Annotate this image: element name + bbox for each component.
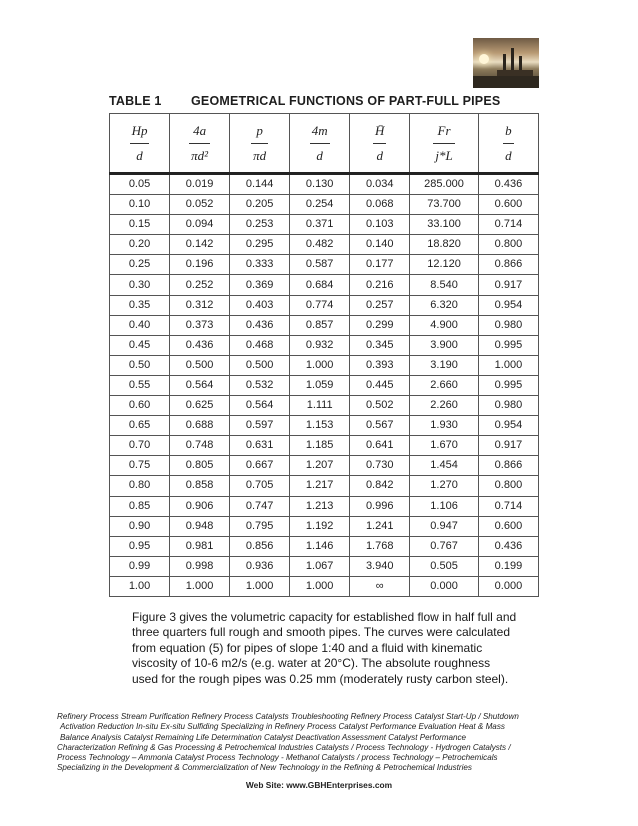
table-cell: 0.774 [290, 295, 350, 315]
table-cell: 0.436 [478, 174, 538, 195]
fraction-denominator: d [136, 147, 143, 163]
table-cell: 0.85 [110, 496, 170, 516]
table-cell: 0.373 [170, 315, 230, 335]
fraction-bar [433, 143, 454, 144]
fraction-label [371, 123, 388, 164]
column-header [290, 114, 350, 174]
table-cell: 3.940 [350, 556, 410, 576]
table-cell: 0.177 [350, 255, 410, 275]
table-cell: 0.564 [170, 375, 230, 395]
footer-line: Characterization Refining & Gas Processing & Petrochemical Industries Catalysts / Process Technology - Hydrogen Catalysts / [57, 742, 511, 752]
table-cell: 0.436 [478, 536, 538, 556]
table-cell: 0.597 [230, 416, 290, 436]
table-cell: 0.714 [478, 496, 538, 516]
column-header [110, 114, 170, 174]
table-cell: 0.714 [478, 215, 538, 235]
table-cell: 0.103 [350, 215, 410, 235]
table-cell: 0.95 [110, 536, 170, 556]
paragraph-line: Figure 3 gives the volumetric capacity for established flow in half full and [132, 610, 517, 624]
table-cell: 0.705 [230, 476, 290, 496]
table-cell: 12.120 [410, 255, 479, 275]
table-cell: 0.196 [170, 255, 230, 275]
table-cell: 1.000 [478, 355, 538, 375]
table-cell: 0.917 [478, 436, 538, 456]
table-header [110, 114, 539, 174]
table-cell: 3.190 [410, 355, 479, 375]
table-cell: 0.800 [478, 235, 538, 255]
table-cell: 0.625 [170, 396, 230, 416]
table-row [110, 355, 539, 375]
table-row [110, 536, 539, 556]
table-cell: 0.000 [478, 576, 538, 596]
fraction-denominator: d [376, 147, 383, 163]
table-cell: 1.00 [110, 576, 170, 596]
table-cell: 0.068 [350, 195, 410, 215]
table-cell: ∞ [350, 576, 410, 596]
table-row [110, 496, 539, 516]
table-cell: 3.900 [410, 335, 479, 355]
table-cell: 1.153 [290, 416, 350, 436]
fraction-numerator: H̄ [375, 122, 385, 138]
table-cell: 8.540 [410, 275, 479, 295]
table-row [110, 195, 539, 215]
table-cell: 0.35 [110, 295, 170, 315]
table-cell: 0.532 [230, 375, 290, 395]
table-cell: 0.65 [110, 416, 170, 436]
table-cell: 0.144 [230, 174, 290, 195]
table-cell: 0.947 [410, 516, 479, 536]
table-cell: 0.295 [230, 235, 290, 255]
fraction-denominator: j*L [435, 147, 453, 163]
fraction-bar [251, 143, 268, 144]
table-cell: 0.436 [230, 315, 290, 335]
table-label: TABLE 1 [109, 94, 162, 108]
table-cell: 0.90 [110, 516, 170, 536]
table-cell: 0.205 [230, 195, 290, 215]
table-cell: 1.000 [230, 576, 290, 596]
table-cell: 0.052 [170, 195, 230, 215]
table-cell: 0.05 [110, 174, 170, 195]
table-cell: 0.730 [350, 456, 410, 476]
table-cell: 0.000 [410, 576, 479, 596]
table-cell: 0.70 [110, 436, 170, 456]
table-cell: 1.000 [290, 355, 350, 375]
fraction-numerator: Hp [131, 122, 148, 138]
table-cell: 1.059 [290, 375, 350, 395]
table-cell: 0.996 [350, 496, 410, 516]
fraction-label [187, 123, 212, 164]
table-cell: 0.142 [170, 235, 230, 255]
table-cell: 0.216 [350, 275, 410, 295]
table-cell: 0.748 [170, 436, 230, 456]
table-cell: 0.954 [478, 295, 538, 315]
table-cell: 0.998 [170, 556, 230, 576]
table-cell: 0.436 [170, 335, 230, 355]
table-cell: 0.980 [478, 396, 538, 416]
table-row [110, 556, 539, 576]
table-cell: 0.567 [350, 416, 410, 436]
table-cell: 1.000 [170, 576, 230, 596]
table-cell: 1.192 [290, 516, 350, 536]
table-cell: 1.106 [410, 496, 479, 516]
fraction-label [431, 123, 456, 164]
table-cell: 0.140 [350, 235, 410, 255]
table-cell: 0.795 [230, 516, 290, 536]
fraction-label [308, 123, 332, 164]
fraction-label [128, 123, 152, 164]
table-cell: 0.130 [290, 174, 350, 195]
table-cell: 0.034 [350, 174, 410, 195]
fraction-label [501, 123, 516, 164]
table-cell: 0.254 [290, 195, 350, 215]
table-cell: 0.980 [478, 315, 538, 335]
fraction-bar [373, 143, 386, 144]
table-cell: 0.600 [478, 516, 538, 536]
table-cell: 0.936 [230, 556, 290, 576]
table-cell: 0.345 [350, 335, 410, 355]
table-row [110, 255, 539, 275]
geometric-functions-table [109, 113, 539, 597]
table-cell: 0.564 [230, 396, 290, 416]
table-body [110, 174, 539, 597]
table-cell: 0.587 [290, 255, 350, 275]
column-header [478, 114, 538, 174]
column-header [410, 114, 479, 174]
table-row [110, 335, 539, 355]
table-row [110, 375, 539, 395]
table-cell: 0.257 [350, 295, 410, 315]
paragraph-line: from equation (5) for pipes of slope 1:40 and a fluid with kinematic [132, 640, 483, 655]
website-link: Web Site: www.GBHEnterprises.com [245, 780, 393, 790]
fraction-denominator: d [316, 147, 323, 163]
table-cell: 0.482 [290, 235, 350, 255]
table-cell: 73.700 [410, 195, 479, 215]
table-cell: 0.252 [170, 275, 230, 295]
table-cell: 0.253 [230, 215, 290, 235]
footer-line: Process Technology – Ammonia Catalyst Process Technology - Methanol Catalysts / process Technology – Petrochemicals [57, 753, 498, 763]
table-cell: 1.146 [290, 536, 350, 556]
table-cell: 0.641 [350, 436, 410, 456]
table-cell: 0.468 [230, 335, 290, 355]
table-cell: 0.842 [350, 476, 410, 496]
fraction-denominator: d [505, 147, 512, 163]
table-cell: 0.094 [170, 215, 230, 235]
fraction-numerator: Fr [437, 122, 451, 138]
fraction-numerator: p [256, 122, 263, 138]
table-cell: 0.10 [110, 195, 170, 215]
fraction-denominator: πd² [191, 147, 209, 163]
table-cell: 0.866 [478, 255, 538, 275]
table-cell: 0.747 [230, 496, 290, 516]
table-cell: 0.631 [230, 436, 290, 456]
table-row [110, 576, 539, 596]
table-cell: 33.100 [410, 215, 479, 235]
table-cell: 0.981 [170, 536, 230, 556]
table-cell: 0.866 [478, 456, 538, 476]
table-cell: 1.207 [290, 456, 350, 476]
table-cell: 0.800 [478, 476, 538, 496]
table-cell: 0.371 [290, 215, 350, 235]
column-header [230, 114, 290, 174]
column-header [170, 114, 230, 174]
table-cell: 0.99 [110, 556, 170, 576]
table-cell: 0.805 [170, 456, 230, 476]
table-cell: 0.995 [478, 335, 538, 355]
table-cell: 0.500 [230, 355, 290, 375]
fraction-numerator: 4m [311, 122, 328, 138]
table-row [110, 396, 539, 416]
table-cell: 1.213 [290, 496, 350, 516]
fraction-bar [130, 143, 150, 144]
table-cell: 1.111 [290, 396, 350, 416]
table-cell: 1.270 [410, 476, 479, 496]
table-cell: 0.55 [110, 375, 170, 395]
table-cell: 0.369 [230, 275, 290, 295]
table-row [110, 416, 539, 436]
table-cell: 2.660 [410, 375, 479, 395]
table-row [110, 215, 539, 235]
footer-services-text [57, 712, 602, 774]
refinery-photo [473, 38, 539, 88]
table-cell: 0.50 [110, 355, 170, 375]
footer-line: Balance Analysis Catalyst Remaining Life Determination Catalyst Deactivation Assessment Catalyst Performance [60, 732, 467, 742]
table-cell: 0.858 [170, 476, 230, 496]
table-heading: GEOMETRICAL FUNCTIONS OF PART-FULL PIPES [191, 94, 501, 108]
table-cell: 1.930 [410, 416, 479, 436]
table-cell: 0.767 [410, 536, 479, 556]
table-cell: 0.445 [350, 375, 410, 395]
table-cell: 0.505 [410, 556, 479, 576]
table-cell: 0.917 [478, 275, 538, 295]
paragraph-line: three quarters full rough and smooth pipes. The curves were calculated [132, 625, 510, 640]
table-cell: 2.260 [410, 396, 479, 416]
table-row [110, 275, 539, 295]
table-cell: 0.60 [110, 396, 170, 416]
column-header [350, 114, 410, 174]
table-cell: 0.856 [230, 536, 290, 556]
footer-line: Activation Reduction In-situ Ex-situ Sulfiding Specializing in Refinery Process Catalyst Performance Evaluation Heat & Mass [60, 722, 505, 732]
table-cell: 285.000 [410, 174, 479, 195]
table-cell: 0.15 [110, 215, 170, 235]
footer-line: Specializing in the Development & Commercialization of New Technology in the Refining & Petrochemical Industries [57, 763, 472, 773]
table-row [110, 476, 539, 496]
table-cell: 0.502 [350, 396, 410, 416]
table-cell: 0.45 [110, 335, 170, 355]
table-cell: 18.820 [410, 235, 479, 255]
table-cell: 0.30 [110, 275, 170, 295]
table-cell: 4.900 [410, 315, 479, 335]
table-row [110, 436, 539, 456]
table-cell: 0.684 [290, 275, 350, 295]
table-cell: 0.80 [110, 476, 170, 496]
paragraph-line: used for the rough pipes was 0.25 mm (moderately rusty carbon steel). [132, 671, 509, 686]
table-cell: 1.768 [350, 536, 410, 556]
fraction-numerator: 4a [193, 122, 207, 138]
ground [473, 76, 539, 88]
fraction-bar [503, 143, 514, 144]
table-cell: 0.906 [170, 496, 230, 516]
body-paragraph [132, 610, 552, 687]
table-cell: 0.995 [478, 375, 538, 395]
table-cell: 1.067 [290, 556, 350, 576]
fraction-denominator: πd [253, 147, 267, 163]
table-cell: 0.40 [110, 315, 170, 335]
sun-glow [479, 54, 489, 64]
table-row [110, 295, 539, 315]
table-cell: 0.393 [350, 355, 410, 375]
table-cell: 0.948 [170, 516, 230, 536]
fraction-bar [310, 143, 330, 144]
table-cell: 0.019 [170, 174, 230, 195]
table-cell: 0.857 [290, 315, 350, 335]
table-row [110, 235, 539, 255]
table-row [110, 174, 539, 195]
fraction-bar [189, 143, 210, 144]
table-cell: 0.954 [478, 416, 538, 436]
table-cell: 0.932 [290, 335, 350, 355]
table-cell: 0.403 [230, 295, 290, 315]
table-cell: 1.000 [290, 576, 350, 596]
table-cell: 1.185 [290, 436, 350, 456]
footer-line: Refinery Process Stream Purification Refinery Process Catalysts Troubleshooting Refinery Process Catalyst Start-Up / Shutdown [57, 712, 519, 721]
header-row [110, 114, 539, 174]
table-cell: 0.600 [478, 195, 538, 215]
fraction-numerator: b [505, 122, 512, 138]
table-cell: 1.241 [350, 516, 410, 536]
table-cell: 0.75 [110, 456, 170, 476]
table-cell: 0.199 [478, 556, 538, 576]
fraction-label [249, 123, 270, 164]
table-cell: 0.20 [110, 235, 170, 255]
table-cell: 0.667 [230, 456, 290, 476]
table-cell: 1.454 [410, 456, 479, 476]
table-cell: 0.312 [170, 295, 230, 315]
table-cell: 0.25 [110, 255, 170, 275]
table-cell: 1.217 [290, 476, 350, 496]
table-cell: 6.320 [410, 295, 479, 315]
table-cell: 1.670 [410, 436, 479, 456]
table-row [110, 315, 539, 335]
table-row [110, 456, 539, 476]
paragraph-line: viscosity of 10-6 m2/s (e.g. water at 20°C). The absolute roughness [132, 656, 491, 671]
table-cell: 0.299 [350, 315, 410, 335]
table-cell: 0.500 [170, 355, 230, 375]
table-cell: 0.333 [230, 255, 290, 275]
table-row [110, 516, 539, 536]
table-cell: 0.688 [170, 416, 230, 436]
